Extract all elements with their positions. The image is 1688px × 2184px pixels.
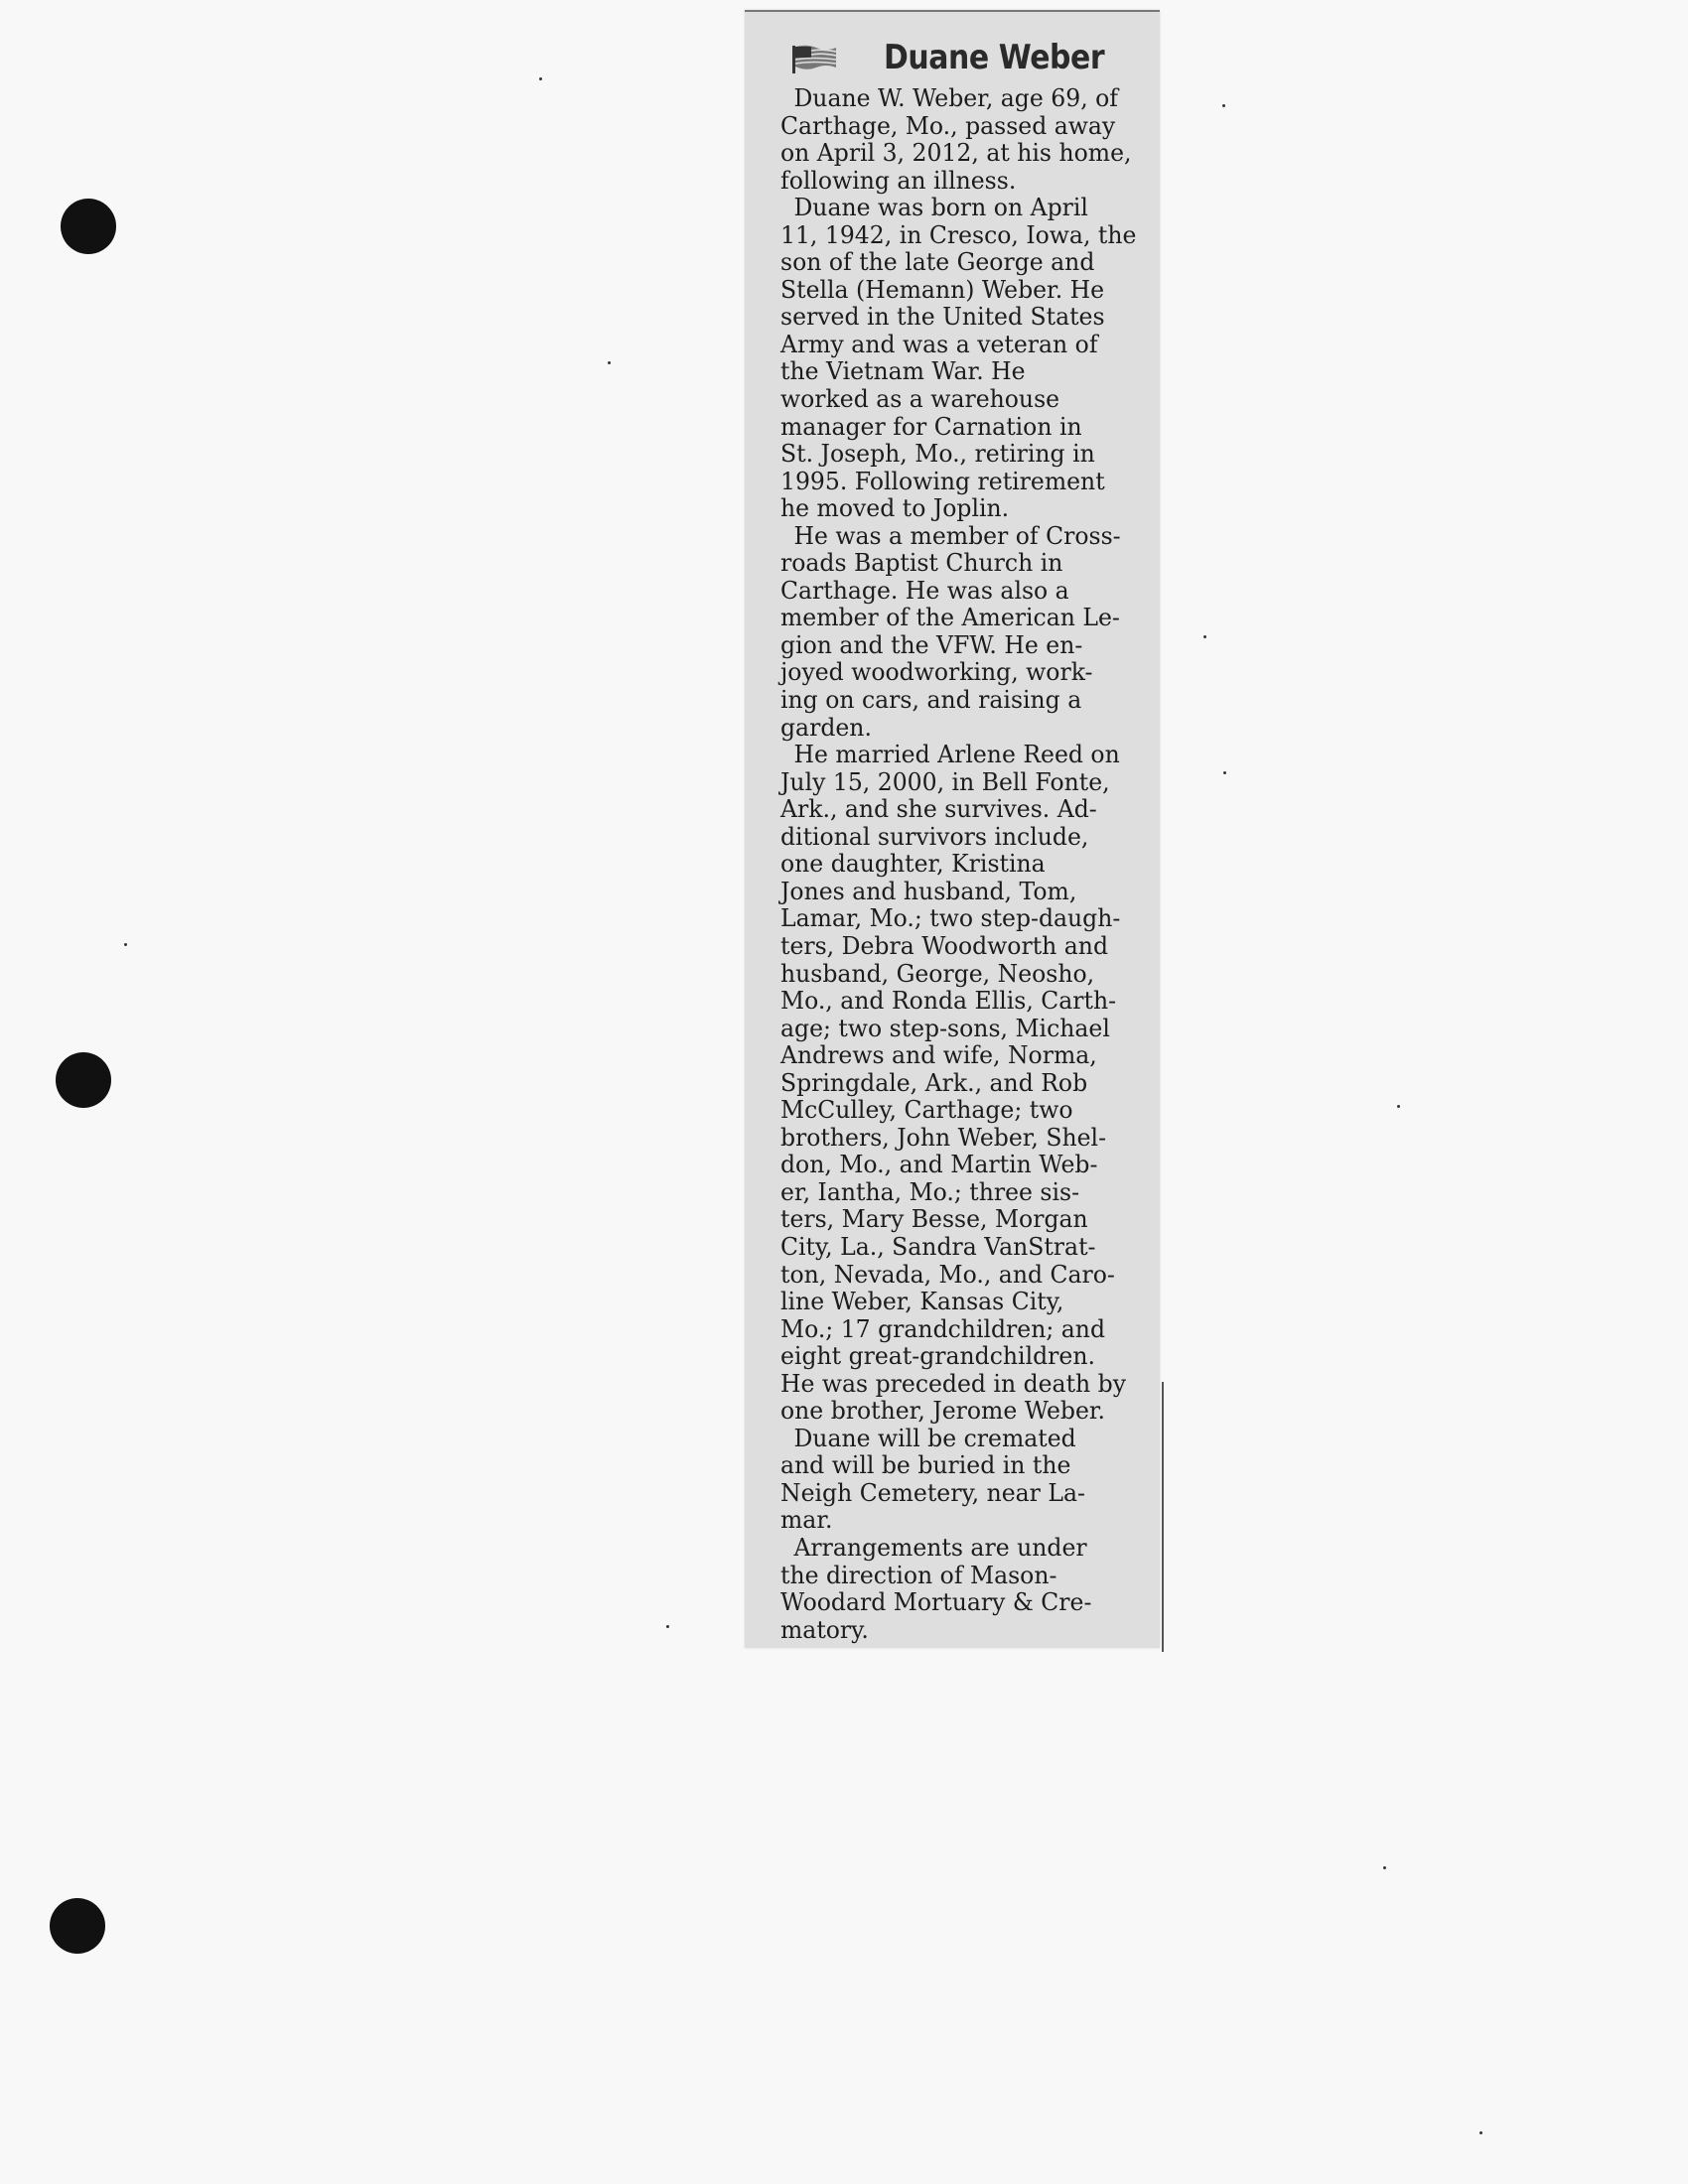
obituary-text-line: worked as a warehouse (780, 384, 1060, 414)
obituary-text-line: served in the United States (780, 302, 1105, 332)
obituary-text-line: Carthage, Mo., passed away (780, 110, 1116, 140)
scan-speck (666, 1625, 669, 1628)
american-flag-icon (792, 44, 836, 73)
scan-speck (1223, 771, 1226, 774)
obituary-text-line: Ark., and she survives. Ad- (780, 794, 1097, 824)
obituary-text-line: He married Arlene Reed on (793, 740, 1120, 769)
obituary-text-line: Springdale, Ark., and Rob (780, 1067, 1088, 1097)
obituary-text-line: and will be buried in the (780, 1450, 1071, 1480)
obituary-text-line: son of the late George and (780, 247, 1095, 277)
obituary-clipping (745, 10, 1160, 1648)
obituary-text-line: line Weber, Kansas City, (780, 1287, 1064, 1316)
scan-speck (608, 361, 611, 364)
obituary-text-line: Duane will be cremated (793, 1423, 1076, 1452)
obituary-text-line: following an illness. (780, 165, 1017, 195)
obituary-text-line: mar. (780, 1505, 833, 1535)
punch-hole-top (61, 199, 116, 254)
obituary-text-line: manager for Carnation in (780, 411, 1082, 441)
obituary-text-line: Woodard Mortuary & Cre- (780, 1587, 1092, 1617)
obituary-text-line: husband, George, Neosho, (780, 958, 1095, 988)
obituary-text-line: Stella (Hemann) Weber. He (780, 274, 1105, 304)
obituary-text-line: Mo.; 17 grandchildren; and (780, 1313, 1105, 1343)
obituary-text-line: one brother, Jerome Weber. (780, 1396, 1106, 1426)
obituary-text-line: joyed woodworking, work- (780, 657, 1093, 687)
obituary-text-line: Duane W. Weber, age 69, of (793, 83, 1119, 112)
obituary-text-line: he moved to Joplin. (780, 493, 1010, 523)
obituary-text-line: Arrangements are under (793, 1532, 1087, 1562)
obituary-text-line: ters, Mary Besse, Morgan (780, 1204, 1088, 1234)
obituary-header (745, 36, 1160, 79)
obituary-text-line: 11, 1942, in Cresco, Iowa, the (780, 219, 1137, 249)
obituary-body (780, 84, 1142, 1643)
obituary-text-line: Neigh Cemetery, near La- (780, 1477, 1085, 1507)
obituary-text-line: Army and was a veteran of (780, 329, 1098, 358)
obituary-text-line: age; two step-sons, Michael (780, 1013, 1110, 1042)
obituary-text-line: Jones and husband, Tom, (780, 876, 1077, 905)
obituary-text-line: don, Mo., and Martin Web- (780, 1150, 1098, 1179)
obituary-text-line: ing on cars, and raising a (780, 685, 1082, 715)
obituary-text-line: garden. (780, 712, 872, 742)
obituary-text-line: gion and the VFW. He en- (780, 629, 1083, 659)
punch-hole-bottom (50, 1898, 105, 1954)
scan-speck (124, 943, 127, 946)
obituary-text-line: the Vietnam War. He (780, 356, 1026, 386)
scan-speck (1222, 104, 1225, 107)
obituary-text-line: McCulley, Carthage; two (780, 1095, 1073, 1125)
obituary-text-line: July 15, 2000, in Bell Fonte, (780, 766, 1110, 796)
obituary-text-line: one daughter, Kristina (780, 849, 1046, 879)
obituary-text-line: Lamar, Mo.; two step-daugh- (780, 903, 1121, 933)
obituary-text-line: ton, Nevada, Mo., and Caro- (780, 1259, 1115, 1289)
obituary-text-line: 1995. Following retirement (780, 466, 1105, 495)
scan-speck (1397, 1105, 1400, 1108)
scan-speck (1203, 635, 1206, 638)
obituary-text-line: matory. (780, 1614, 869, 1644)
obituary-text-line: St. Joseph, Mo., retiring in (780, 439, 1095, 469)
obituary-text-line: roads Baptist Church in (780, 548, 1063, 578)
obituary-text-line: City, La., Sandra VanStrat- (780, 1231, 1096, 1261)
obituary-text-line: er, Iantha, Mo.; three sis- (780, 1176, 1080, 1206)
obituary-text-line: ters, Debra Woodworth and (780, 930, 1109, 960)
obituary-text-line: eight great-grandchildren. (780, 1341, 1095, 1371)
obituary-text-line: Duane was born on April (793, 193, 1088, 222)
obituary-text-line: brothers, John Weber, Shel- (780, 1122, 1107, 1152)
obituary-title: Duane Weber (884, 38, 1105, 77)
obituary-text-line: Andrews and wife, Norma, (780, 1040, 1097, 1070)
obituary-text-line: Carthage. He was also a (780, 575, 1069, 605)
obituary-text-line: on April 3, 2012, at his home, (780, 138, 1132, 168)
obituary-text-line: the direction of Mason- (780, 1560, 1057, 1589)
scan-speck (1479, 2131, 1482, 2134)
punch-hole-middle (56, 1052, 111, 1108)
obituary-text-line: member of the American Le- (780, 603, 1120, 632)
obituary-text-line: He was a member of Cross- (793, 520, 1121, 550)
scan-speck (1383, 1866, 1386, 1869)
obituary-text-line: Mo., and Ronda Ellis, Carth- (780, 986, 1117, 1016)
obituary-text-line: ditional survivors include, (780, 821, 1089, 851)
obituary-text-line: He was preceded in death by (780, 1368, 1126, 1398)
scan-speck (539, 77, 542, 80)
